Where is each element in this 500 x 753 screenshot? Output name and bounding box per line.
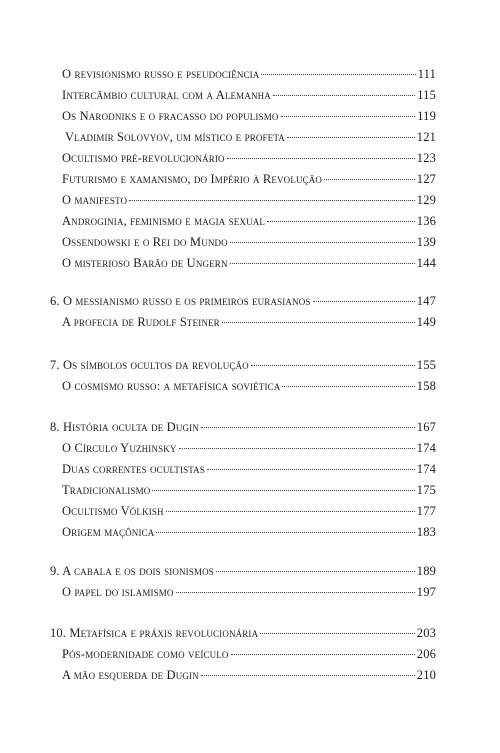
toc-entry-page: 123 xyxy=(416,151,436,165)
toc-entry[interactable] xyxy=(62,667,436,683)
toc-entry-title: Androginia, feminismo e magia sexual xyxy=(62,214,266,228)
toc-entry[interactable] xyxy=(62,108,436,124)
toc-entry-title: O manifesto xyxy=(62,193,128,207)
toc-entry[interactable] xyxy=(62,461,436,477)
toc-entry-page: 174 xyxy=(416,441,436,455)
toc-entry-title: O misterioso Barão de Ungern xyxy=(62,256,228,270)
toc-entry[interactable] xyxy=(62,171,436,187)
toc-entry[interactable] xyxy=(62,66,436,82)
toc-chapter-heading[interactable] xyxy=(50,563,436,579)
toc-entry[interactable] xyxy=(62,503,436,519)
dot-leader xyxy=(282,386,414,387)
dot-leader xyxy=(176,592,415,593)
dot-leader xyxy=(281,116,416,117)
dot-leader xyxy=(227,158,415,159)
toc-entry-title: O Círculo Yuzhinsky xyxy=(62,441,177,455)
toc-entry-page: 139 xyxy=(416,235,436,249)
toc-chapter-heading[interactable] xyxy=(50,419,436,435)
toc-entry-page: 158 xyxy=(416,379,436,393)
dot-leader xyxy=(267,221,415,222)
dot-leader xyxy=(222,322,415,323)
toc-entry[interactable] xyxy=(62,192,436,208)
toc-entry-page: 149 xyxy=(416,315,436,329)
toc-entry[interactable] xyxy=(62,646,436,662)
toc-entry-title: Ocultismo pré-revolucionário xyxy=(62,151,225,165)
toc-entry-page: 129 xyxy=(416,193,436,207)
toc-entry-page: 177 xyxy=(416,504,436,518)
toc-entry-page: 206 xyxy=(416,647,436,661)
toc-chapter-page: 167 xyxy=(416,420,436,434)
toc-chapter-title: 8. História oculta de Dugin xyxy=(50,420,199,434)
toc-chapter-page: 203 xyxy=(416,626,436,640)
toc-entry-title: Pós-modernidade como veículo xyxy=(62,647,229,661)
toc-entry-page: 119 xyxy=(417,109,436,123)
dot-leader xyxy=(260,633,415,634)
toc-entry-title: A mão esquerda de Dugin xyxy=(62,668,199,682)
toc-chapter-page: 147 xyxy=(416,294,436,308)
toc-chapter-title: 10. Metafísica e práxis revolucionária xyxy=(50,626,259,640)
dot-leader xyxy=(201,427,415,428)
toc-entry-page: 174 xyxy=(416,462,436,476)
toc-entry-page: 115 xyxy=(417,88,436,102)
dot-leader xyxy=(230,263,415,264)
toc-entry-title: Intercâmbio cultural com a Alemanha xyxy=(62,88,271,102)
dot-leader xyxy=(273,95,415,96)
toc-entry-title: Ocultismo Völkish xyxy=(62,504,164,518)
toc-entry[interactable] xyxy=(62,524,436,540)
toc-chapter-title: 7. Os símbolos ocultos da revolução xyxy=(50,358,249,372)
toc-entry-page: 175 xyxy=(416,483,436,497)
toc-entry-page: 210 xyxy=(416,668,436,682)
toc-chapter-page: 155 xyxy=(416,358,436,372)
toc-entry-page: 197 xyxy=(416,585,436,599)
dot-leader xyxy=(230,242,415,243)
dot-leader xyxy=(216,571,415,572)
toc-chapter-title: 6. O messianismo russo e os primeiros eurasianos xyxy=(50,294,311,308)
dot-leader xyxy=(207,469,415,470)
toc-entry-title: Os Narodniks e o fracasso do populismo xyxy=(62,109,279,123)
toc-entry[interactable] xyxy=(62,440,436,456)
dot-leader xyxy=(251,365,415,366)
toc-entry-page: 111 xyxy=(417,67,436,81)
toc-entry-title: Duas correntes ocultistas xyxy=(62,462,205,476)
dot-leader xyxy=(287,137,415,138)
toc-entry-title: Futurismo e xamanismo, do Império à Revolução xyxy=(62,172,323,186)
toc-entry[interactable] xyxy=(62,255,436,271)
toc-entry[interactable] xyxy=(62,150,436,166)
toc-chapter-page: 189 xyxy=(416,564,436,578)
toc-entry-title: A profecia de Rudolf Steiner xyxy=(62,315,220,329)
dot-leader xyxy=(324,179,415,180)
toc-entry-title: Vladimir Solovyov, um místico e profeta xyxy=(62,130,285,144)
toc-entry-page: 136 xyxy=(416,214,436,228)
toc-entry-title: O papel do islamismo xyxy=(62,585,174,599)
toc-entry[interactable] xyxy=(62,314,436,330)
toc-entry-page: 183 xyxy=(416,525,436,539)
toc-entry-title: Origem maçônica xyxy=(62,525,155,539)
dot-leader xyxy=(129,200,415,201)
toc-chapter-title: 9. A cabala e os dois sionismos xyxy=(50,564,214,578)
dot-leader xyxy=(156,532,414,533)
toc-entry-title: Ossendowski e o Rei do Mundo xyxy=(62,235,228,249)
toc-entry[interactable] xyxy=(62,87,436,103)
toc-entry[interactable] xyxy=(62,213,436,229)
toc-entry-page: 144 xyxy=(416,256,436,270)
toc-entry[interactable] xyxy=(62,584,436,600)
toc-entry[interactable] xyxy=(62,378,436,394)
toc-entry-page: 121 xyxy=(416,130,436,144)
dot-leader xyxy=(166,511,415,512)
toc-entry-title: O revisionismo russo e pseudociência xyxy=(62,67,260,81)
toc-entry-title: O cosmismo russo: a metafísica soviética xyxy=(62,379,281,393)
toc-entry-title: Tradicionalismo xyxy=(62,483,151,497)
toc-chapter-heading[interactable] xyxy=(50,625,436,641)
dot-leader xyxy=(179,448,415,449)
toc-entry[interactable] xyxy=(62,129,436,145)
toc-chapter-heading[interactable] xyxy=(50,293,436,309)
dot-leader xyxy=(152,490,414,491)
toc-chapter-heading[interactable] xyxy=(50,357,436,373)
dot-leader xyxy=(313,301,415,302)
dot-leader xyxy=(201,675,415,676)
dot-leader xyxy=(231,654,415,655)
toc-entry[interactable] xyxy=(62,482,436,498)
dot-leader xyxy=(261,74,415,75)
toc-entry[interactable] xyxy=(62,234,436,250)
toc-entry-page: 127 xyxy=(416,172,436,186)
